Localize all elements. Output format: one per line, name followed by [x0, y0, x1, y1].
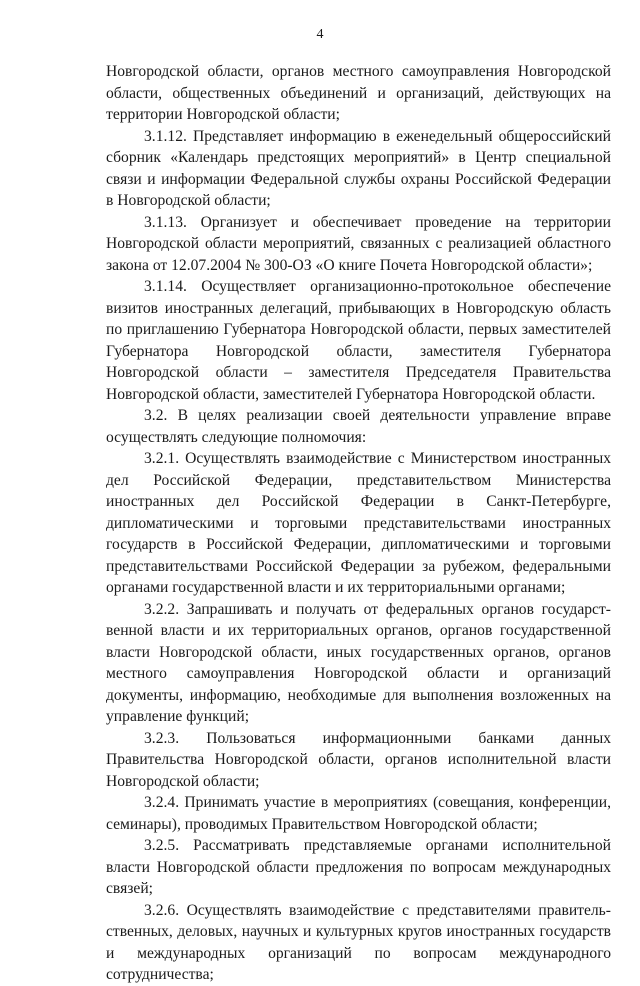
paragraph-3-2-6: 3.2.6. Осуществлять взаимодействие с представителями правительственных, деловых, научных и культурных кругов иностранных государств и международных организаций по вопросам международного сотрудничества;	[106, 901, 611, 983]
paragraph-3-2-4: 3.2.4. Принимать участие в мероприятиях (совещания, конференции, семинары), проводимых Правительством Новгородской области;	[106, 794, 611, 833]
document-body	[106, 61, 611, 986]
paragraph-3-1-12: 3.1.12. Представляет информацию в еженедельный общероссийский сборник «Календарь предстоящих мероприятий» в Центр специальной связи и информации Федеральной службы охраны Российской Федерации в Новгородской области;	[106, 127, 611, 209]
paragraph-3-2-3: 3.2.3. Пользоваться информационными банками данных Правительства Новгородской области, органов исполнительной власти Новгородской области;	[106, 729, 611, 790]
page-number: 4	[316, 27, 324, 42]
paragraph-3-1-13: 3.1.13. Организует и обеспечивает проведение на территории Новгородской области мероприятий, связанных с реализацией областного закона от 12.07.2004 № 300-ОЗ «О книге Почета Новгородской области»;	[106, 213, 611, 274]
paragraph-3-2-1: 3.2.1. Осуществлять взаимодействие с Министерством иностранных дел Российской Федерации, представительством Министерства иностранных дел Российской Федерации в Санкт-Петербурге, дипломатическими и торговыми представительствами иностранных государств в Российской Федерации, дипломатическими и торговыми представительствами Российской Федерации за рубежом, федеральными органами государственной власти и их территориальными органами;	[106, 450, 611, 596]
paragraph-3-2-2: 3.2.2. Запрашивать и получать от федеральных органов государственной власти и их территориальных органов, органов государственной власти Новгородской области, иных государственных органов, органов местного самоуправления Новгородской области и организаций документы, информацию, необходимые для выполнения возложенных на управление функций;	[106, 600, 611, 725]
paragraph-3-1-14: 3.1.14. Осуществляет организационно-протокольное обеспечение визитов иностранных делегаций, прибывающих в Новгородскую область по приглашению Губернатора Новгородской области, первых заместителей Губернатора Новгородской области, заместителя Губернатора Новгородской области – заместителя Председателя Правительства Новгородской области, заместителей Губернатора Новгородской области.	[106, 278, 611, 403]
paragraph-3-2: 3.2. В целях реализации своей деятельности управление вправе осуществлять следующие полномочия:	[106, 407, 611, 446]
paragraph-3-2-5: 3.2.5. Рассматривать представляемые органами исполнительной власти Новгородской области предложения по вопросам международных связей;	[106, 837, 611, 897]
paragraph-intro-continuation: Новгородской области, органов местного самоуправления Новгородской области, общественных объединений и организаций, действующих на территории Новгородской области;	[106, 63, 611, 123]
